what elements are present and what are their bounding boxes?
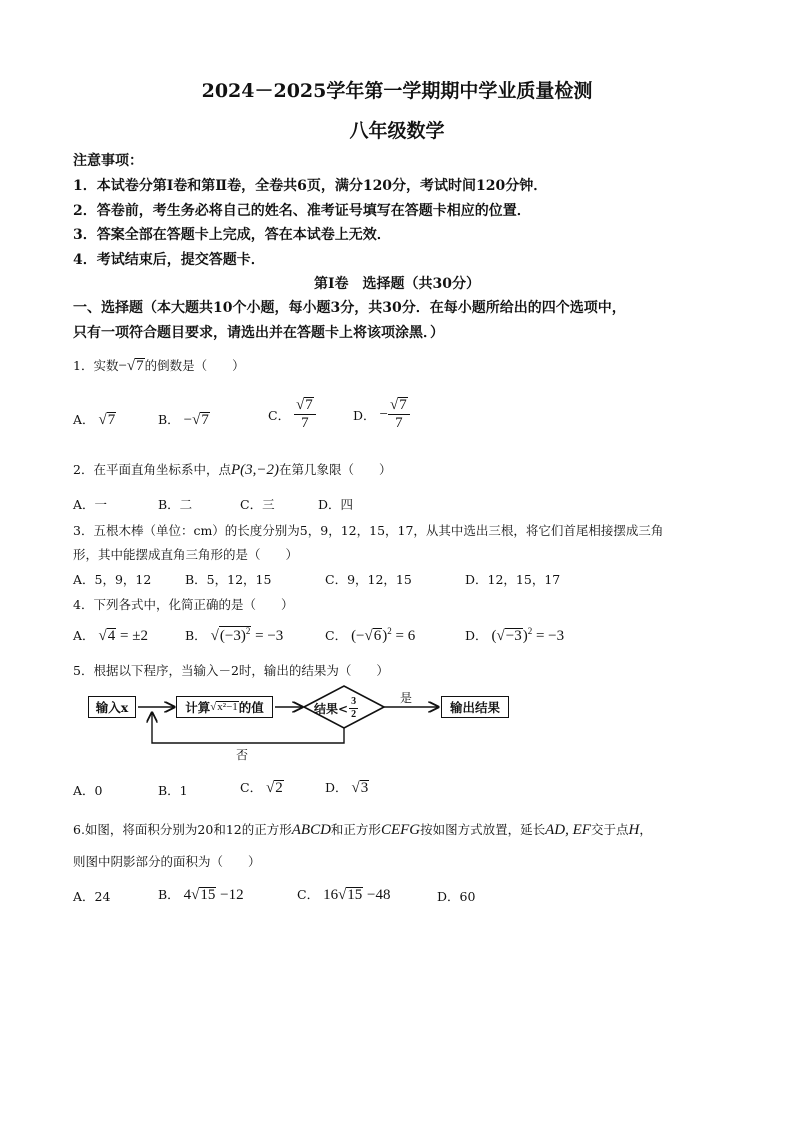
q1-prefix: 1．实数 (73, 358, 119, 373)
q4-option-a: A． √4 = ±2 (73, 628, 148, 644)
note-item: 1．本试卷分第Ⅰ卷和第Ⅱ卷，全卷共6页，满分120分，考试时间120分钟． (73, 178, 548, 194)
q1-radical: −√7 (118, 358, 144, 374)
q5-option-b: B．1 (158, 783, 188, 798)
q2-option-d: D．四 (318, 497, 354, 512)
exam-title: 2024－2025学年第一学期期中学业质量检测 (201, 80, 593, 102)
section-instruction: 只有一项符合题目要求，请选出并在答题卡上将该项涂黑．） (73, 325, 444, 341)
question-2-stem: 2．在平面直角坐标系中，点P(3,−2)在第几象限（ ） (73, 462, 392, 478)
question-6-stem: 6.如图，将面积分别为20和12的正方形ABCD和正方形CEFG按如图方式放置，延长AD, EF交于点H， (73, 822, 652, 838)
note-item: 3．答案全部在答题卡上完成，答在本试卷上无效． (73, 227, 391, 243)
q1-option-a: A． √7 (73, 412, 116, 428)
q4-option-c: C． $(-√6)^2 = 6$ (325, 626, 416, 644)
q5-option-d: D． √3 (325, 780, 369, 796)
note-item: 2．答卷前，考生务必将自己的姓名、准考证号填写在答题卡相应的位置． (73, 203, 531, 219)
q5-option-c: C． √2 (240, 780, 283, 796)
exam-subtitle: 八年级数学 (349, 120, 445, 142)
flow-input-box: 输入x (88, 696, 136, 718)
question-1-stem (73, 356, 245, 375)
flow-compute-box: 计算 √x²−1 的值 (176, 696, 273, 718)
q2-option-a: A．一 (73, 497, 108, 512)
q6-option-b: B． 4√15 −12 (158, 887, 244, 903)
q2-option-b: B．二 (158, 497, 193, 512)
note-item: 4．考试结束后，提交答题卡． (73, 252, 265, 268)
section-instruction: 一、选择题（本大题共10个小题，每小题3分，共30分．在每小题所给出的四个选项中， (73, 300, 626, 316)
question-3-stem: 3．五根木棒（单位：cm）的长度分别为5，9，12，15，17，从其中选出三根，将它们首尾相接摆成三角 (73, 523, 664, 538)
q3-option-d: D．12，15，17 (465, 572, 561, 587)
q6-option-a: A．24 (73, 889, 111, 904)
flow-yes-label: 是 (400, 691, 413, 705)
question-3-stem-cont: 形，其中能摆成直角三角形的是（ ） (73, 547, 299, 562)
flow-no-label: 否 (236, 748, 249, 762)
q6-option-c: C． 16√15 −48 (297, 887, 391, 903)
flow-decision: 结果< $\frac{3}{2}$ (314, 696, 357, 720)
q1-option-c: C． $\frac{√7}{7}$ (268, 397, 316, 433)
q6-option-d: D．60 (437, 889, 476, 904)
question-6-stem-cont: 则图中阴影部分的面积为（ ） (73, 854, 261, 869)
q2-option-c: C．三 (240, 497, 275, 512)
q5-option-a: A．0 (73, 783, 103, 798)
notes-heading: 注意事项： (73, 153, 143, 169)
q4-option-b: B． $√(-3)^2 = -3$ (185, 626, 284, 644)
flow-output-box: 输出结果 (441, 696, 509, 718)
section-title: 第Ⅰ卷 选择题（共30分） (313, 276, 481, 292)
q1-option-b: B． −√7 (158, 412, 209, 428)
q3-option-a: A．5，9，12 (73, 572, 152, 587)
q2-point: P(3,−2) (230, 462, 279, 478)
q1-suffix: 的倒数是（ ） (144, 358, 245, 373)
q3-option-c: C．9，12，15 (325, 572, 412, 587)
question-5-stem: 5．根据以下程序，当输入－2时，输出的结果为（ ） (73, 663, 389, 678)
q1-option-d: D． − $\frac{√7}{7}$ (353, 397, 410, 433)
q3-option-b: B．5，12，15 (185, 572, 272, 587)
q4-option-d: D． $(√-3)^2 = -3$ (465, 626, 565, 644)
question-4-stem: 4．下列各式中，化简正确的是（ ） (73, 597, 294, 612)
